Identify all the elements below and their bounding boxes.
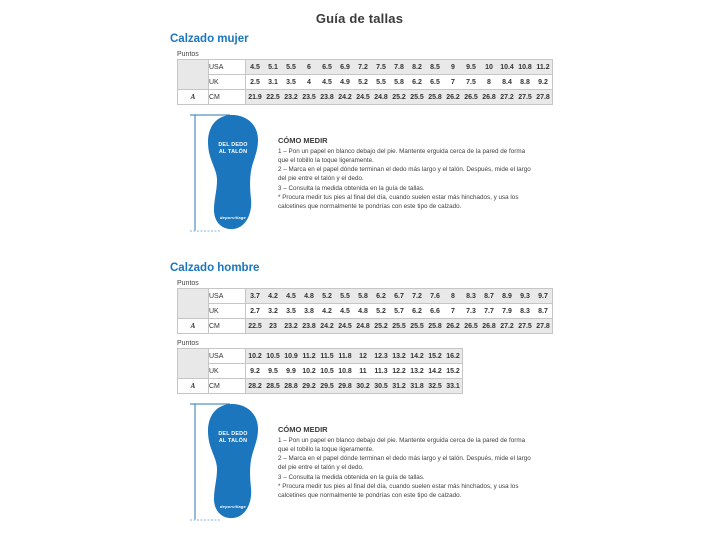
size-cell: 5.8 bbox=[390, 75, 408, 90]
size-row-uk bbox=[178, 364, 463, 379]
size-cell: 23 bbox=[264, 319, 282, 334]
size-row-uk bbox=[178, 304, 553, 319]
size-cell: 11.8 bbox=[336, 349, 354, 364]
size-table-men-2 bbox=[177, 348, 463, 394]
size-cell: 6.5 bbox=[318, 60, 336, 75]
size-cell: 27.5 bbox=[516, 90, 534, 105]
row-label-usa: USA bbox=[209, 60, 246, 75]
how-to-measure-men bbox=[278, 402, 534, 529]
measure-step-3: 3 – Consulta la medida obtenida en la guía de tallas. bbox=[278, 184, 425, 192]
size-cell: 7 bbox=[444, 75, 462, 90]
size-cell: 9.2 bbox=[246, 364, 265, 379]
size-cell: 14.2 bbox=[426, 364, 444, 379]
size-cell: 24.5 bbox=[354, 90, 372, 105]
size-row-usa bbox=[178, 60, 553, 75]
size-cell: 26.5 bbox=[462, 90, 480, 105]
size-cell: 4.5 bbox=[246, 60, 265, 75]
row-label-uk: UK bbox=[209, 364, 246, 379]
size-cell: 24.2 bbox=[318, 319, 336, 334]
size-cell: 12.2 bbox=[390, 364, 408, 379]
size-row-usa bbox=[178, 349, 463, 364]
table-corner bbox=[178, 60, 209, 90]
size-cell: 8.8 bbox=[516, 75, 534, 90]
size-row-uk bbox=[178, 75, 553, 90]
size-cell: 10.5 bbox=[318, 364, 336, 379]
measure-block-men bbox=[170, 402, 719, 529]
points-label: Puntos bbox=[177, 340, 199, 347]
size-cell: 12 bbox=[354, 349, 372, 364]
how-to-measure-title: CÓMO MEDIR bbox=[278, 425, 328, 434]
size-cell: 10.8 bbox=[336, 364, 354, 379]
row-label-cm: CM bbox=[209, 379, 246, 394]
size-row-cm bbox=[178, 319, 553, 334]
size-cell: 11.2 bbox=[300, 349, 318, 364]
size-cell: 9 bbox=[444, 60, 462, 75]
size-cell: 13.2 bbox=[408, 364, 426, 379]
size-cell: 3.7 bbox=[246, 289, 265, 304]
content-column bbox=[170, 33, 719, 529]
size-cell: 4.5 bbox=[318, 75, 336, 90]
row-label-cm: CM bbox=[209, 319, 246, 334]
size-cell: 13.2 bbox=[390, 349, 408, 364]
size-cell: 7.9 bbox=[498, 304, 516, 319]
size-cell: 24.8 bbox=[372, 90, 390, 105]
size-table-men-1 bbox=[177, 288, 553, 334]
size-cell: 4.5 bbox=[282, 289, 300, 304]
size-cell: 27.2 bbox=[498, 90, 516, 105]
size-cell: 32.5 bbox=[426, 379, 444, 394]
size-cell: 25.2 bbox=[372, 319, 390, 334]
size-cell: 4.8 bbox=[300, 289, 318, 304]
size-cell: 6 bbox=[300, 60, 318, 75]
size-cell: 29.5 bbox=[318, 379, 336, 394]
size-cell: 5.5 bbox=[372, 75, 390, 90]
size-cell: 4.2 bbox=[318, 304, 336, 319]
size-cell: 10.2 bbox=[246, 349, 265, 364]
size-cell: 26.8 bbox=[480, 319, 498, 334]
brand-mark: A bbox=[178, 379, 209, 394]
section-heading-men: Calzado hombre bbox=[170, 262, 260, 274]
footprint-shape bbox=[208, 115, 258, 229]
size-cell: 5.7 bbox=[390, 304, 408, 319]
size-cell: 6.5 bbox=[426, 75, 444, 90]
section-heading-women: Calzado mujer bbox=[170, 33, 249, 45]
size-cell: 7.2 bbox=[354, 60, 372, 75]
footprint-label-line2: AL TALÓN bbox=[218, 438, 248, 444]
size-cell: 29.8 bbox=[336, 379, 354, 394]
size-cell: 8 bbox=[480, 75, 498, 90]
footprint-label-line1: DEL DEDO bbox=[218, 142, 248, 148]
brand-mark: A bbox=[178, 90, 209, 105]
size-cell: 5.2 bbox=[372, 304, 390, 319]
section-women bbox=[170, 33, 719, 240]
size-cell: 28.2 bbox=[246, 379, 265, 394]
size-cell: 3.1 bbox=[264, 75, 282, 90]
size-cell: 10.2 bbox=[300, 364, 318, 379]
size-cell: 3.2 bbox=[264, 304, 282, 319]
size-cell: 26.8 bbox=[480, 90, 498, 105]
size-cell: 30.2 bbox=[354, 379, 372, 394]
foot-diagram-svg bbox=[190, 113, 268, 235]
size-cell: 2.5 bbox=[246, 75, 265, 90]
size-cell: 23.8 bbox=[318, 90, 336, 105]
size-cell: 8.9 bbox=[498, 289, 516, 304]
size-cell: 3.5 bbox=[282, 304, 300, 319]
footprint-label-line2: AL TALÓN bbox=[218, 149, 248, 155]
section-men bbox=[170, 262, 719, 529]
size-cell: 15.2 bbox=[426, 349, 444, 364]
size-cell: 10.4 bbox=[498, 60, 516, 75]
measure-block-women bbox=[170, 113, 719, 240]
footprint-shape bbox=[208, 404, 258, 518]
points-label: Puntos bbox=[177, 51, 199, 58]
size-cell: 11.2 bbox=[534, 60, 553, 75]
measure-step-1: 1 – Pon un papel en blanco debajo del pie. Mantente erguida cerca de la pared de forma que el tobillo la toque ligeramente. bbox=[278, 148, 526, 165]
size-cell: 6.9 bbox=[336, 60, 354, 75]
size-cell: 21.9 bbox=[246, 90, 265, 105]
size-cell: 5.2 bbox=[318, 289, 336, 304]
size-cell: 7.2 bbox=[408, 289, 426, 304]
size-cell: 27.8 bbox=[534, 90, 553, 105]
size-cell: 7 bbox=[444, 304, 462, 319]
size-cell: 24.2 bbox=[336, 90, 354, 105]
size-cell: 7.3 bbox=[462, 304, 480, 319]
measure-note: * Procura medir tus pies al final del día, cuando suelen estar más hinchados, y usa los calcetines que normalmente te pondrías con este tipo de calzado. bbox=[278, 482, 519, 499]
size-cell: 8.7 bbox=[534, 304, 553, 319]
size-cell: 24.8 bbox=[354, 319, 372, 334]
size-cell: 7.5 bbox=[372, 60, 390, 75]
size-cell: 11 bbox=[354, 364, 372, 379]
size-cell: 8.2 bbox=[408, 60, 426, 75]
size-cell: 6.2 bbox=[408, 304, 426, 319]
size-row-cm bbox=[178, 90, 553, 105]
size-cell: 10.9 bbox=[282, 349, 300, 364]
size-cell: 23.2 bbox=[282, 90, 300, 105]
measure-step-1: 1 – Pon un papel en blanco debajo del pie. Mantente erguida cerca de la pared de forma que el tobillo la toque ligeramente. bbox=[278, 437, 526, 454]
size-cell: 8.7 bbox=[480, 289, 498, 304]
size-cell: 14.2 bbox=[408, 349, 426, 364]
row-label-usa: USA bbox=[209, 349, 246, 364]
size-cell: 7.6 bbox=[426, 289, 444, 304]
size-cell: 4.5 bbox=[336, 304, 354, 319]
footprint-label-line1: DEL DEDO bbox=[218, 431, 248, 437]
size-cell: 10.5 bbox=[264, 349, 282, 364]
size-cell: 26.2 bbox=[444, 90, 462, 105]
size-cell: 10.8 bbox=[516, 60, 534, 75]
how-to-measure-title: CÓMO MEDIR bbox=[278, 136, 328, 145]
size-cell: 5.5 bbox=[336, 289, 354, 304]
size-cell: 9.5 bbox=[462, 60, 480, 75]
size-cell: 23.8 bbox=[300, 319, 318, 334]
size-cell: 33.1 bbox=[444, 379, 463, 394]
points-label: Puntos bbox=[177, 280, 199, 287]
size-row-usa bbox=[178, 289, 553, 304]
size-cell: 22.5 bbox=[246, 319, 265, 334]
size-cell: 4.2 bbox=[264, 289, 282, 304]
measure-step-3: 3 – Consulta la medida obtenida en la guía de tallas. bbox=[278, 473, 425, 481]
size-cell: 9.5 bbox=[264, 364, 282, 379]
measure-note: * Procura medir tus pies al final del día, cuando suelen estar más hinchados, y usa los calcetines que normalmente te pondrías con este tipo de calzado. bbox=[278, 193, 519, 210]
measure-step-2: 2 – Marca en el papel dónde terminan el dedo más largo y el talón. Después, mide el largo del pie entre el talón y el dedo. bbox=[278, 166, 531, 183]
size-cell: 31.8 bbox=[408, 379, 426, 394]
size-cell: 25.5 bbox=[408, 319, 426, 334]
size-cell: 6.7 bbox=[390, 289, 408, 304]
size-cell: 8.4 bbox=[498, 75, 516, 90]
row-label-cm: CM bbox=[209, 90, 246, 105]
page-title: Guía de tallas bbox=[315, 11, 404, 26]
size-cell: 23.5 bbox=[300, 90, 318, 105]
size-cell: 2.7 bbox=[246, 304, 265, 319]
size-cell: 5.1 bbox=[264, 60, 282, 75]
brand-logo: deporvillage bbox=[220, 504, 246, 509]
size-cell: 6.2 bbox=[408, 75, 426, 90]
size-cell: 3.8 bbox=[300, 304, 318, 319]
size-cell: 4 bbox=[300, 75, 318, 90]
brand-logo: deporvillage bbox=[220, 215, 246, 220]
size-table-women bbox=[177, 59, 553, 105]
size-cell: 6.2 bbox=[372, 289, 390, 304]
size-cell: 22.5 bbox=[264, 90, 282, 105]
size-cell: 6.6 bbox=[426, 304, 444, 319]
brand-mark: A bbox=[178, 319, 209, 334]
size-row-cm bbox=[178, 379, 463, 394]
size-cell: 4.8 bbox=[354, 304, 372, 319]
size-cell: 16.2 bbox=[444, 349, 463, 364]
size-cell: 4.9 bbox=[336, 75, 354, 90]
size-cell: 9.9 bbox=[282, 364, 300, 379]
how-to-measure-women bbox=[278, 113, 534, 240]
size-cell: 8.5 bbox=[426, 60, 444, 75]
size-cell: 30.5 bbox=[372, 379, 390, 394]
size-cell: 9.2 bbox=[534, 75, 553, 90]
size-cell: 25.8 bbox=[426, 90, 444, 105]
size-cell: 25.8 bbox=[426, 319, 444, 334]
size-cell: 7.5 bbox=[462, 75, 480, 90]
size-cell: 27.2 bbox=[498, 319, 516, 334]
size-cell: 5.5 bbox=[282, 60, 300, 75]
size-cell: 8 bbox=[444, 289, 462, 304]
size-cell: 9.7 bbox=[534, 289, 553, 304]
measure-step-2: 2 – Marca en el papel dónde terminan el dedo más largo y el talón. Después, mide el largo del pie entre el talón y el dedo. bbox=[278, 455, 531, 472]
table-corner bbox=[178, 289, 209, 319]
size-cell: 25.5 bbox=[408, 90, 426, 105]
size-cell: 8.3 bbox=[516, 304, 534, 319]
foot-diagram-men bbox=[190, 402, 268, 529]
size-cell: 26.2 bbox=[444, 319, 462, 334]
table-corner bbox=[178, 349, 209, 379]
size-cell: 15.2 bbox=[444, 364, 463, 379]
size-cell: 28.5 bbox=[264, 379, 282, 394]
size-cell: 3.5 bbox=[282, 75, 300, 90]
size-cell: 27.5 bbox=[516, 319, 534, 334]
size-cell: 27.8 bbox=[534, 319, 553, 334]
foot-diagram-svg bbox=[190, 402, 268, 524]
size-cell: 28.8 bbox=[282, 379, 300, 394]
size-cell: 31.2 bbox=[390, 379, 408, 394]
size-cell: 25.5 bbox=[390, 319, 408, 334]
size-cell: 8.3 bbox=[462, 289, 480, 304]
size-cell: 11.5 bbox=[318, 349, 336, 364]
size-cell: 5.8 bbox=[354, 289, 372, 304]
size-cell: 26.5 bbox=[462, 319, 480, 334]
foot-diagram-women bbox=[190, 113, 268, 240]
size-cell: 24.5 bbox=[336, 319, 354, 334]
size-cell: 9.3 bbox=[516, 289, 534, 304]
size-cell: 5.2 bbox=[354, 75, 372, 90]
size-cell: 10 bbox=[480, 60, 498, 75]
row-label-uk: UK bbox=[209, 75, 246, 90]
row-label-uk: UK bbox=[209, 304, 246, 319]
size-cell: 7.8 bbox=[390, 60, 408, 75]
size-cell: 23.2 bbox=[282, 319, 300, 334]
size-cell: 25.2 bbox=[390, 90, 408, 105]
row-label-usa: USA bbox=[209, 289, 246, 304]
size-cell: 12.3 bbox=[372, 349, 390, 364]
size-cell: 11.3 bbox=[372, 364, 390, 379]
size-cell: 7.7 bbox=[480, 304, 498, 319]
size-cell: 29.2 bbox=[300, 379, 318, 394]
